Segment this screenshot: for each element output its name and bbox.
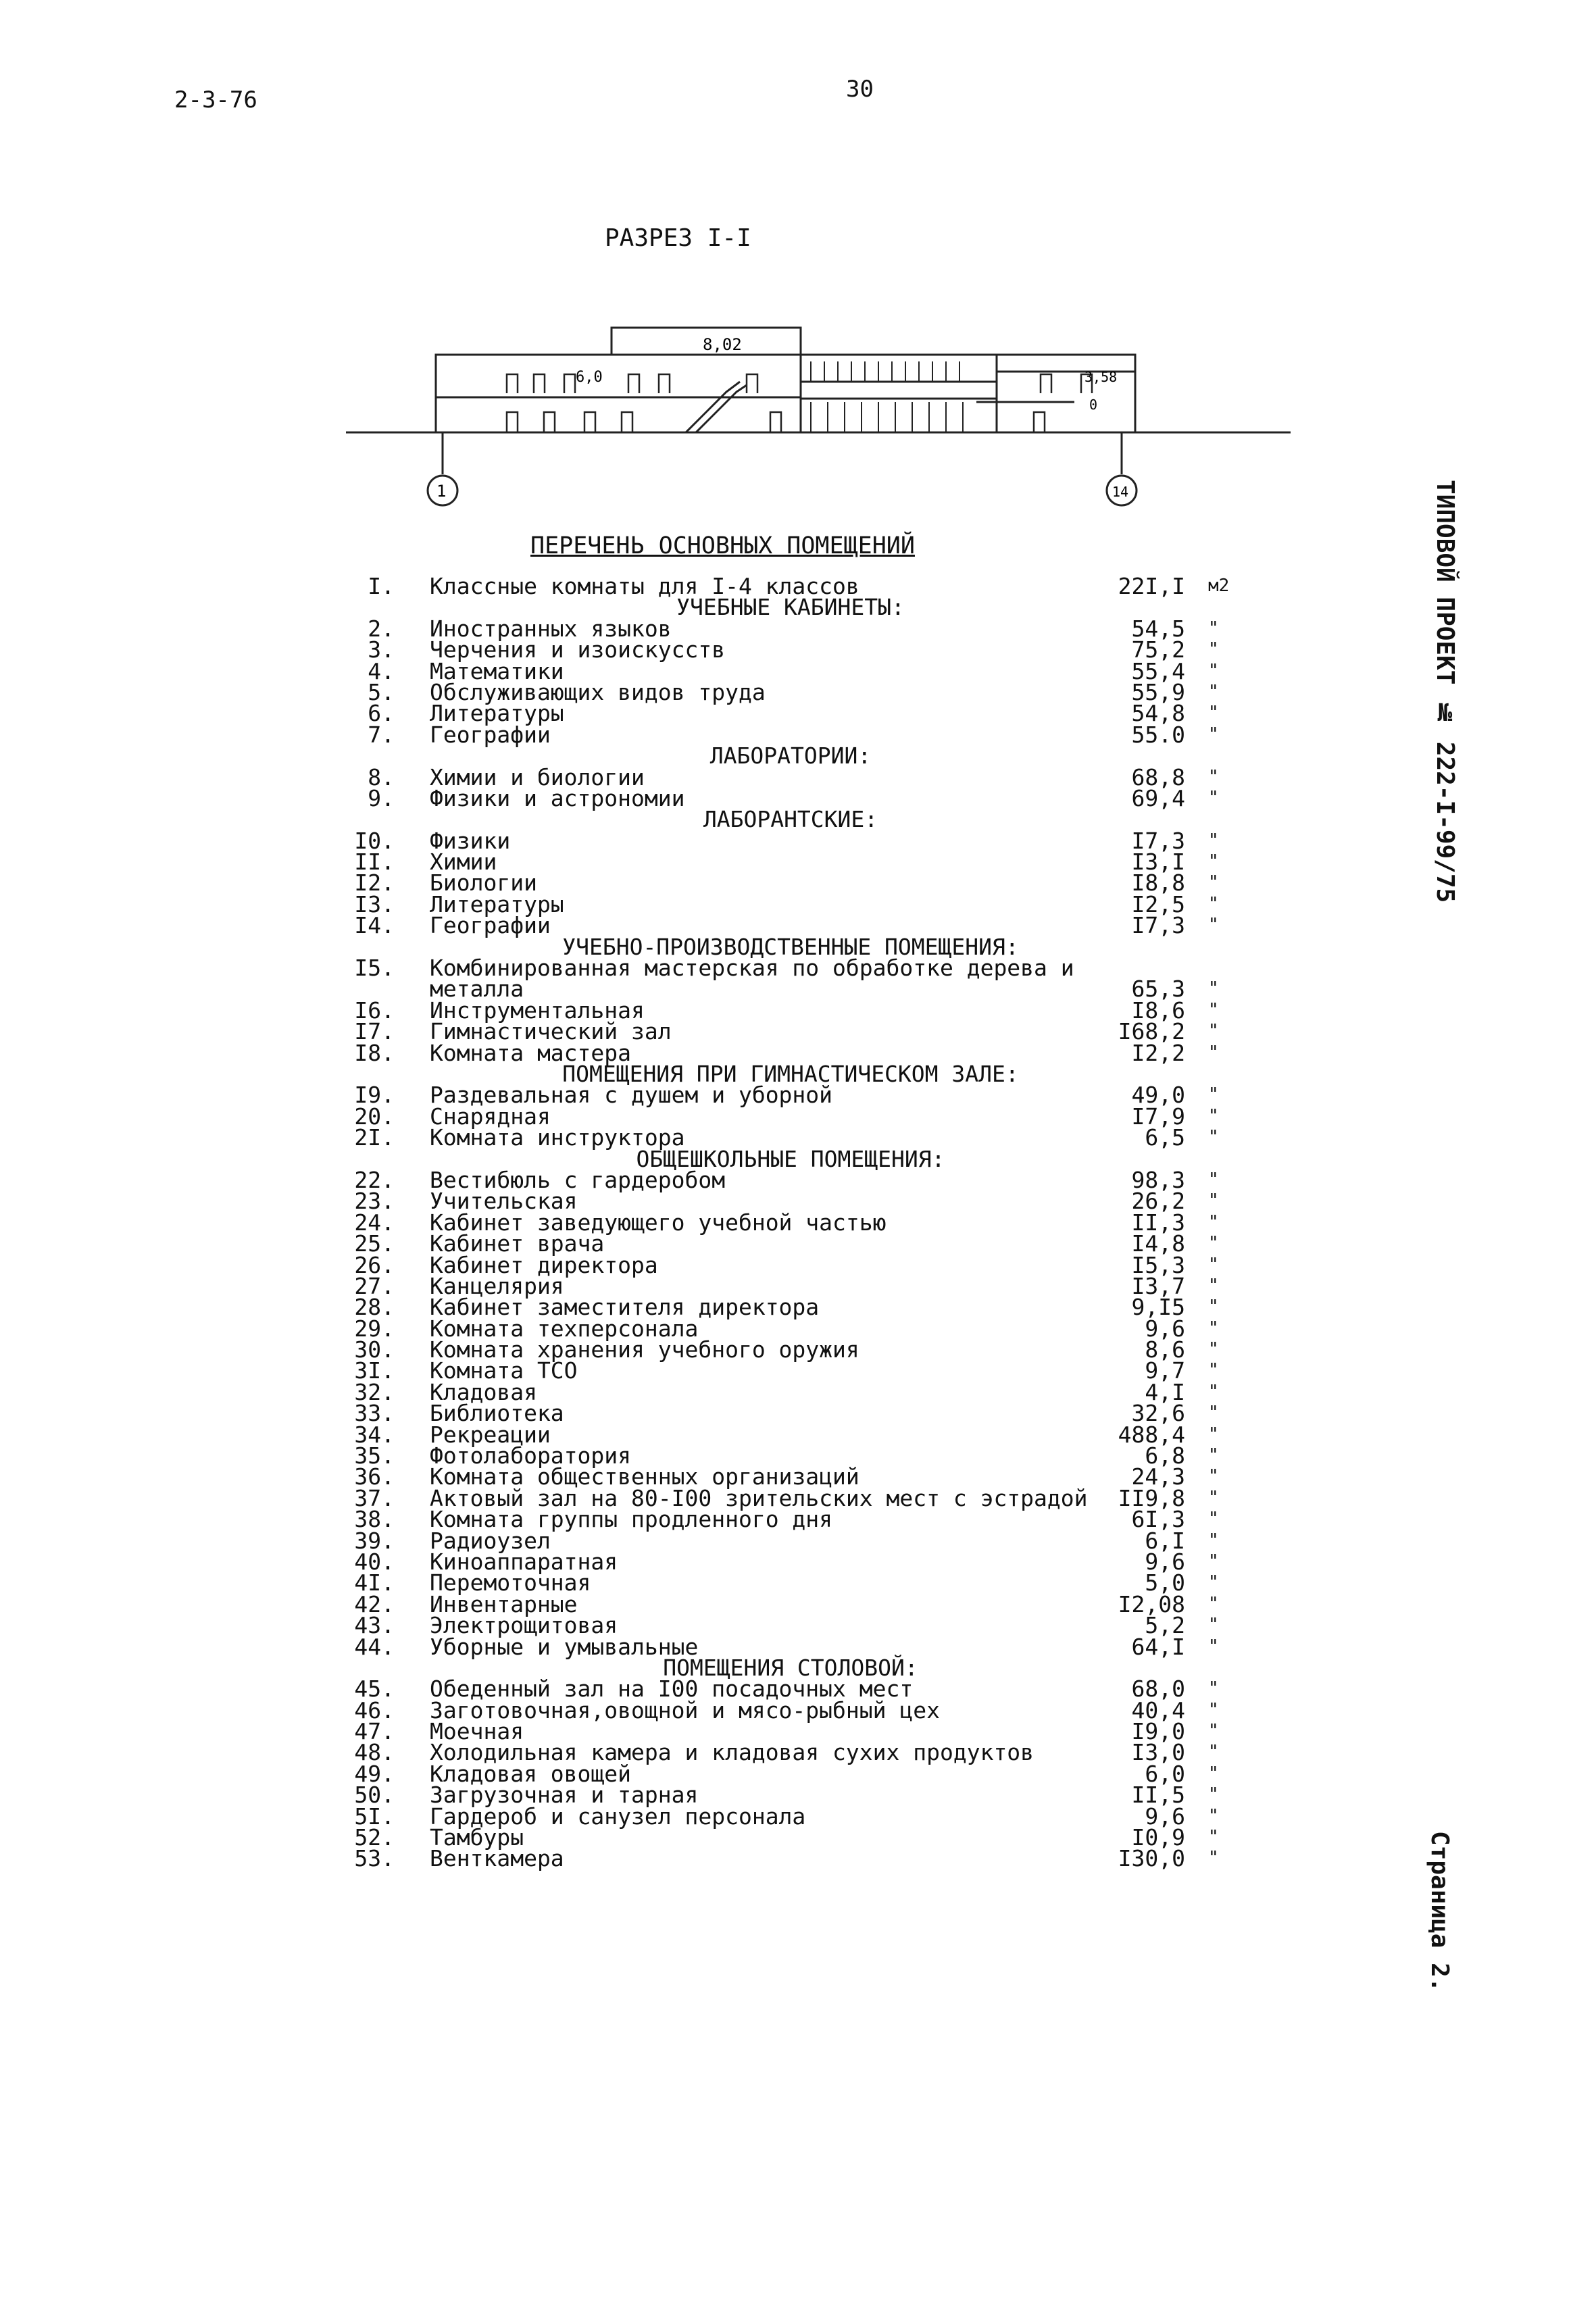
room-area: I2,2 <box>1131 1039 1185 1066</box>
room-area: II9,8 <box>1118 1484 1185 1511</box>
room-area: 6,8 <box>1145 1442 1185 1469</box>
area-unit: " <box>1208 1636 1219 1657</box>
room-number: 9. <box>368 784 395 811</box>
area-unit: " <box>1208 851 1219 872</box>
page-number: 30 <box>846 76 874 103</box>
sheet-label: Страница 2. <box>1426 1831 1453 1992</box>
room-row <box>354 1230 1250 1257</box>
area-unit: " <box>1208 639 1219 660</box>
section-heading: ПОМЕЩЕНИЯ ПРИ ГИМНАСТИЧЕСКОМ ЗАЛЕ: <box>562 1060 1019 1087</box>
room-number: I6. <box>354 997 395 1024</box>
section-heading: УЧЕБНЫЕ КАБИНЕТЫ: <box>676 594 905 621</box>
room-number: I0. <box>354 827 395 854</box>
room-area: I8,6 <box>1131 997 1185 1024</box>
room-name: Тамбуры <box>430 1824 524 1851</box>
room-name: Кабинет врача <box>430 1230 605 1257</box>
room-number: 23. <box>354 1188 395 1215</box>
room-number: 24. <box>354 1209 395 1236</box>
room-name: Холодильная камера и кладовая сухих продуктов <box>430 1739 1034 1766</box>
room-number: 4I. <box>354 1569 395 1596</box>
area-unit: " <box>1208 1360 1219 1381</box>
room-name: Уборные и умывальные <box>430 1633 699 1660</box>
area-unit: " <box>1208 1678 1219 1699</box>
room-area: 6,0 <box>1145 1760 1185 1787</box>
room-name: Физики <box>430 827 511 854</box>
room-name: Литературы <box>430 890 564 917</box>
area-unit: " <box>1208 1784 1219 1805</box>
area-unit: " <box>1208 1572 1219 1593</box>
room-name: Комната мастера <box>430 1039 632 1066</box>
room-number: 26. <box>354 1251 395 1278</box>
room-number: 50. <box>354 1782 395 1809</box>
elevation-right: 3,58 <box>1084 369 1118 385</box>
room-name: Кабинет заместителя директора <box>430 1294 820 1321</box>
elevation-left: 6,0 <box>576 369 603 386</box>
room-number: 37. <box>354 1484 395 1511</box>
room-row <box>354 827 1250 854</box>
area-unit: " <box>1208 1403 1219 1424</box>
area-unit: " <box>1208 893 1219 914</box>
area-unit: " <box>1208 1445 1219 1466</box>
room-area: 54,8 <box>1131 700 1185 727</box>
room-name: Фотолаборатория <box>430 1442 632 1469</box>
area-unit: " <box>1208 1381 1219 1402</box>
room-number: I8. <box>354 1039 395 1066</box>
room-number: 40. <box>354 1548 395 1575</box>
room-area: 4,I <box>1145 1378 1185 1405</box>
room-name: Комната общественных организаций <box>430 1463 859 1490</box>
room-name: Физики и астрономии <box>430 784 685 811</box>
room-area: I5,3 <box>1131 1251 1185 1278</box>
project-stamp: ТИПОВОЙ ПРОЕКТ № 222-I-99/75 <box>1431 480 1459 903</box>
room-number: 48. <box>354 1739 395 1766</box>
room-number: 47. <box>354 1718 395 1745</box>
room-row <box>354 1506 1250 1533</box>
room-number: 29. <box>354 1315 395 1342</box>
room-area: I9,0 <box>1131 1718 1185 1745</box>
room-name: Радиоузел <box>430 1527 551 1554</box>
room-row <box>354 912 1250 939</box>
room-area: I0,9 <box>1131 1824 1185 1851</box>
room-name: Классные комнаты для I-4 классов <box>430 573 859 599</box>
room-area: I3,0 <box>1131 1739 1185 1766</box>
room-area: I68,2 <box>1118 1018 1185 1045</box>
room-name: Комната ТСО <box>430 1357 578 1384</box>
area-unit: " <box>1208 787 1219 808</box>
room-number: I9. <box>354 1082 395 1109</box>
room-number: 2. <box>368 615 395 642</box>
room-area: 9,I5 <box>1131 1294 1185 1321</box>
room-name: Моечная <box>430 1718 524 1745</box>
room-area: I3,I <box>1131 849 1185 876</box>
area-unit: " <box>1208 1339 1219 1360</box>
area-unit: " <box>1208 1317 1219 1338</box>
room-area: II,5 <box>1131 1782 1185 1809</box>
area-unit: " <box>1208 1593 1219 1614</box>
room-number: I7. <box>354 1018 395 1045</box>
room-area: 68,0 <box>1131 1676 1185 1703</box>
room-number: 44. <box>354 1633 395 1660</box>
area-unit: " <box>1208 681 1219 702</box>
room-area: 26,2 <box>1131 1188 1185 1215</box>
room-area: I7,3 <box>1131 912 1185 939</box>
room-number: 22. <box>354 1166 395 1193</box>
area-unit: " <box>1208 1551 1219 1571</box>
room-number: 38. <box>354 1506 395 1533</box>
section-title: РАЗРЕЗ I-I <box>605 224 751 252</box>
room-number: 35. <box>354 1442 395 1469</box>
room-name: Химии <box>430 849 497 876</box>
room-row <box>368 636 1250 663</box>
room-name: Комната хранения учебного оружия <box>430 1336 859 1363</box>
area-unit: " <box>1208 724 1219 745</box>
room-area: I2,08 <box>1118 1590 1185 1617</box>
room-number: I3. <box>354 890 395 917</box>
room-area: 65,3 <box>1131 976 1185 1003</box>
area-unit: " <box>1208 1742 1219 1763</box>
room-number: 6. <box>368 700 395 727</box>
room-number: 53. <box>354 1845 395 1872</box>
room-number: 25. <box>354 1230 395 1257</box>
room-number: 8. <box>368 763 395 790</box>
room-name: Инвентарные <box>430 1590 578 1617</box>
room-number: 52. <box>354 1824 395 1851</box>
room-area: 49,0 <box>1131 1082 1185 1109</box>
room-name: Кабинет директора <box>430 1251 658 1278</box>
room-number: 3. <box>368 636 395 663</box>
room-area: I30,0 <box>1118 1845 1185 1872</box>
elevation-zero: 0 <box>1089 397 1098 413</box>
area-unit: " <box>1208 618 1219 638</box>
room-row <box>354 1845 1250 1872</box>
room-number: I5. <box>354 955 395 982</box>
room-number: 34. <box>354 1421 395 1448</box>
room-area: 6I,3 <box>1131 1506 1185 1533</box>
room-number: 20. <box>354 1103 395 1130</box>
room-area: I2,5 <box>1131 890 1185 917</box>
room-name: Комбинированная мастерская по обработке дерева и <box>430 955 1074 982</box>
area-unit: " <box>1208 1699 1219 1720</box>
room-row <box>354 1400 1250 1427</box>
area-unit: " <box>1208 1084 1219 1105</box>
room-name: Библиотека <box>430 1400 564 1427</box>
section-heading: ЛАБОРАНТСКИЕ: <box>703 806 878 833</box>
area-unit: " <box>1208 1105 1219 1126</box>
room-name: Заготовочная,овощной и мясо-рыбный цех <box>430 1696 940 1724</box>
document-code: 2-3-76 <box>174 86 257 114</box>
area-unit: " <box>1208 978 1219 999</box>
room-area: 6,5 <box>1145 1124 1185 1151</box>
room-number: 32. <box>354 1378 395 1405</box>
area-unit: " <box>1208 1763 1219 1784</box>
room-name: Кабинет заведующего учебной частью <box>430 1209 887 1236</box>
room-area: 6,I <box>1145 1527 1185 1554</box>
room-number: 33. <box>354 1400 395 1427</box>
room-area: I7,9 <box>1131 1103 1185 1130</box>
room-name: металла <box>430 976 524 1003</box>
room-area: 55.0 <box>1131 721 1185 748</box>
room-area: I3,7 <box>1131 1272 1185 1299</box>
room-area: 32,6 <box>1131 1400 1185 1427</box>
area-unit: " <box>1208 1233 1219 1254</box>
area-unit: " <box>1208 1827 1219 1848</box>
room-number: 7. <box>368 721 395 748</box>
section-heading: ОБЩЕШКОЛЬНЫЕ ПОМЕЩЕНИЯ: <box>636 1145 945 1172</box>
room-name: Инструментальная <box>430 997 645 1024</box>
room-name: Кладовая овощей <box>430 1760 632 1787</box>
room-number: I2. <box>354 870 395 897</box>
room-number: 27. <box>354 1272 395 1299</box>
room-name: Перемоточная <box>430 1569 591 1596</box>
room-name: Гимнастический зал <box>430 1018 672 1045</box>
room-number: 4. <box>368 657 395 684</box>
room-number: I4. <box>354 912 395 939</box>
room-name: Литературы <box>430 700 564 727</box>
room-name: Математики <box>430 657 564 684</box>
room-name: Гардероб и санузел персонала <box>430 1803 806 1830</box>
room-area: 40,4 <box>1131 1696 1185 1724</box>
room-name: Географии <box>430 912 551 939</box>
room-name: Комната техперсонала <box>430 1315 699 1342</box>
room-area: 68,8 <box>1131 763 1185 790</box>
elevation-top: 8,02 <box>703 335 742 354</box>
room-row <box>354 1018 1250 1045</box>
area-unit: " <box>1208 766 1219 787</box>
room-number: 28. <box>354 1294 395 1321</box>
area-unit: " <box>1208 1848 1219 1869</box>
room-name: Киноаппаратная <box>430 1548 618 1575</box>
area-unit: " <box>1208 1254 1219 1275</box>
room-area: 54,5 <box>1131 615 1185 642</box>
room-name: Химии и биологии <box>430 763 645 790</box>
room-name: Учительская <box>430 1188 578 1215</box>
room-number: 43. <box>354 1612 395 1639</box>
room-area: 75,2 <box>1131 636 1185 663</box>
building-outline <box>436 355 1135 432</box>
area-unit: " <box>1208 1509 1219 1530</box>
section-heading: ПОМЕЩЕНИЯ СТОЛОВОЙ: <box>663 1654 918 1681</box>
area-unit: " <box>1208 660 1219 681</box>
room-name: Рекреации <box>430 1421 551 1448</box>
area-unit: " <box>1208 1530 1219 1551</box>
room-area: 5,2 <box>1145 1612 1185 1639</box>
room-area: I8,8 <box>1131 870 1185 897</box>
room-area: II,3 <box>1131 1209 1185 1236</box>
room-name: Обслуживающих видов труда <box>430 678 766 705</box>
room-area: 5,0 <box>1145 1569 1185 1596</box>
room-name: Снарядная <box>430 1103 551 1130</box>
room-area: 9,6 <box>1145 1548 1185 1575</box>
room-name: Биологии <box>430 870 537 897</box>
area-unit: " <box>1208 1721 1219 1742</box>
room-area: 98,3 <box>1131 1166 1185 1193</box>
area-unit: " <box>1208 1297 1219 1317</box>
room-row <box>354 1782 1250 1809</box>
room-number: 42. <box>354 1590 395 1617</box>
section-heading: ЛАБОРАТОРИИ: <box>709 743 872 770</box>
room-number: 36. <box>354 1463 395 1490</box>
area-unit: " <box>1208 1169 1219 1190</box>
room-name: Кладовая <box>430 1378 537 1405</box>
room-name: Загрузочная и тарная <box>430 1782 699 1809</box>
area-unit: " <box>1208 1190 1219 1211</box>
room-name: Комната инструктора <box>430 1124 685 1151</box>
room-row <box>354 1124 1250 1151</box>
section-heading: УЧЕБНО-ПРОИЗВОДСТВЕННЫЕ ПОМЕЩЕНИЯ: <box>562 933 1019 960</box>
room-name: Канцелярия <box>430 1272 564 1299</box>
room-area: 69,4 <box>1131 784 1185 811</box>
area-unit: " <box>1208 703 1219 724</box>
area-unit: " <box>1208 872 1219 893</box>
room-number: 30. <box>354 1336 395 1363</box>
axis-label-14: 14 <box>1112 484 1129 500</box>
area-unit: " <box>1208 830 1219 851</box>
room-area: 55,9 <box>1131 678 1185 705</box>
list-title: ПЕРЕЧЕНЬ ОСНОВНЫХ ПОМЕЩЕНИЙ <box>530 532 915 559</box>
room-number: 5. <box>368 678 395 705</box>
room-number: 46. <box>354 1696 395 1724</box>
room-area: 9,6 <box>1145 1315 1185 1342</box>
area-unit: " <box>1208 1424 1219 1444</box>
axis-label-1: 1 <box>437 482 447 501</box>
room-name: Черчения и изоискусств <box>430 636 726 663</box>
room-name: Венткамера <box>430 1845 564 1872</box>
room-area: 64,I <box>1131 1633 1185 1660</box>
room-name: Комната группы продленного дня <box>430 1506 833 1533</box>
room-area: 22I,I <box>1118 573 1185 599</box>
building-section-drawing <box>338 318 1297 520</box>
room-number: 2I. <box>354 1124 395 1151</box>
room-row <box>354 1612 1250 1639</box>
room-row <box>354 1294 1250 1321</box>
room-name: Обеденный зал на I00 посадочных мест <box>430 1676 914 1703</box>
room-number: II. <box>354 849 395 876</box>
area-unit: " <box>1208 1615 1219 1636</box>
area-unit: " <box>1208 1127 1219 1148</box>
area-unit: " <box>1208 1021 1219 1042</box>
area-unit: " <box>1208 999 1219 1020</box>
area-unit: м2 <box>1208 576 1230 596</box>
area-unit: " <box>1208 1042 1219 1063</box>
room-area: 9,7 <box>1145 1357 1185 1384</box>
area-unit: " <box>1208 1275 1219 1296</box>
room-number: 45. <box>354 1676 395 1703</box>
room-area: 55,4 <box>1131 657 1185 684</box>
area-unit: " <box>1208 1211 1219 1232</box>
room-area: I4,8 <box>1131 1230 1185 1257</box>
room-name: Актовый зал на 80-I00 зрительских мест с эстрадой <box>430 1484 1088 1511</box>
room-name: Раздевальная с душем и уборной <box>430 1082 833 1109</box>
room-row <box>354 1676 1250 1703</box>
area-unit: " <box>1208 1805 1219 1826</box>
room-number: 5I. <box>354 1803 395 1830</box>
room-number: 39. <box>354 1527 395 1554</box>
room-number: I. <box>368 573 395 599</box>
room-name: Вестибюль с гардеробом <box>430 1166 726 1193</box>
room-area: I7,3 <box>1131 827 1185 854</box>
area-unit: " <box>1208 1466 1219 1487</box>
room-area: 488,4 <box>1118 1421 1185 1448</box>
room-name: Иностранных языков <box>430 615 672 642</box>
area-unit: " <box>1208 915 1219 936</box>
area-unit: " <box>1208 1487 1219 1508</box>
room-name: Электрощитовая <box>430 1612 618 1639</box>
room-area: 24,3 <box>1131 1463 1185 1490</box>
room-list <box>354 573 1250 1872</box>
room-area: 8,6 <box>1145 1336 1185 1363</box>
room-number: 3I. <box>354 1357 395 1384</box>
room-number: 49. <box>354 1760 395 1787</box>
room-area: 9,6 <box>1145 1803 1185 1830</box>
room-row <box>354 1188 1250 1215</box>
room-name: Географии <box>430 721 551 748</box>
